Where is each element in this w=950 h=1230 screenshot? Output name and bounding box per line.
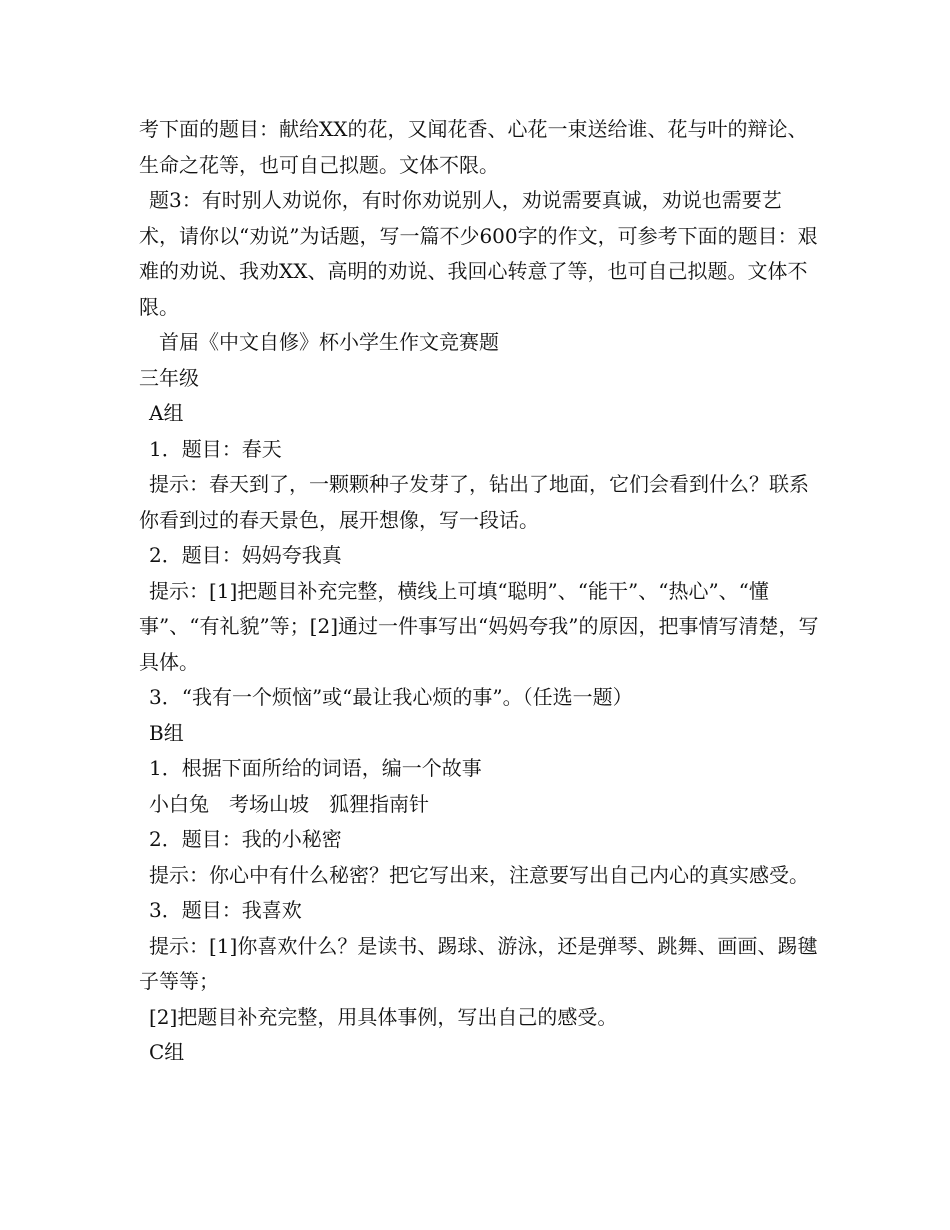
paragraph-topic-3: 题3：有时别人劝说你，有时你劝说别人，劝说需要真诚，劝说也需要艺术，请你以“劝说”为话题，写一篇不少600字的作文，可参考下面的题目：艰难的劝说、我劝XX、高明的劝说、我回心转意了等，也可自己拟题。文体不限。 — [139, 188, 818, 319]
group-b-item-2-hint: 提示：你心中有什么秘密？把它写出来，注意要写出自己内心的真实感受。 — [149, 862, 809, 887]
group-b-heading: B组 — [149, 720, 184, 745]
group-b-item-2: 2．题目：我的小秘密 — [149, 827, 342, 851]
group-a-item-2: 2．题目：妈妈夸我真 — [149, 543, 342, 567]
group-b-item-3-hint-1: 提示：[1]你喜欢什么？是读书、踢球、游泳，还是弹琴、跳舞、画画、踢毽子等等； — [139, 933, 818, 993]
group-b-item-3-hint-2: [2]把题目补充完整，用具体事例，写出自己的感受。 — [149, 1004, 618, 1029]
group-a-item-2-hint: 提示：[1]把题目补充完整，横线上可填“聪明”、“能干”、“热心”、“懂事”、“有礼貌”等；[2]通过一件事写出“妈妈夸我”的原因，把事情写清楚，写具体。 — [139, 578, 819, 674]
group-a-item-1: 1．题目：春天 — [149, 436, 282, 461]
grade-heading: 三年级 — [139, 365, 199, 390]
group-a-item-1-hint: 提示：春天到了，一颗颗种子发芽了，钻出了地面，它们会看到什么？联系你看到过的春天景色，展开想像，写一段话。 — [139, 472, 809, 532]
group-b-item-1-words: 小白兔 考场山坡 狐狸指南针 — [149, 791, 429, 816]
contest-title: 首届《中文自修》杯小学生作文竞赛题 — [159, 330, 499, 354]
group-c-heading: C组 — [149, 1040, 185, 1064]
group-b-item-3: 3．题目：我喜欢 — [149, 898, 302, 922]
group-a-item-3: 3．“我有一个烦恼”或“最让我心烦的事”。（任选一题） — [149, 685, 633, 709]
group-b-item-1: 1．根据下面所给的词语，编一个故事 — [149, 756, 482, 780]
document-body — [139, 112, 819, 1071]
paragraph-topic-2-tail: 考下面的题目：献给XX的花，又闻花香、心花一束送给谁、花与叶的辩论、生命之花等，也可自己拟题。文体不限。 — [139, 117, 808, 177]
group-a-heading: A组 — [149, 401, 184, 425]
